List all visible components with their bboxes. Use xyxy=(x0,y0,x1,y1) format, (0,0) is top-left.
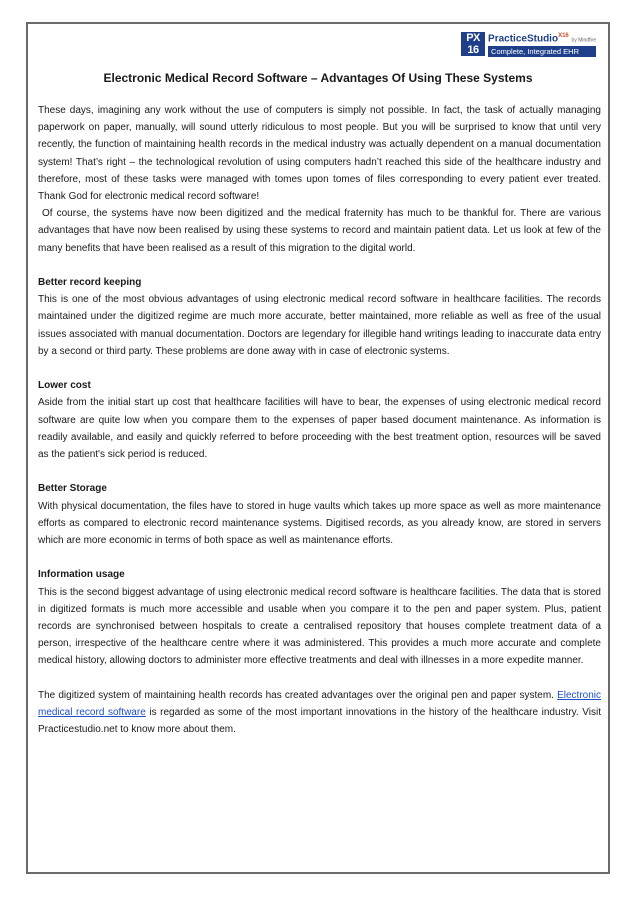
intro-paragraph-2: Of course, the systems have now been digitized and the medical fraternity has much to be thankful for. There are various advantages that have now been realised by using these systems to record and maintain patient data. Let us look at few of the many benefits that have been realised as a result of this migration to the digital world. xyxy=(38,208,604,254)
document-page xyxy=(26,22,610,874)
section-body-information-usage: This is the second biggest advantage of using electronic medical record software is healthcare facilities. The data that is stored in digitized formats is much more accessible and usable when you compare it to the pen and paper system. Plus, patient records are synchronised between hospitals to create a centralised repository that houses complete treatment data of a person, irrespective of the healthcare centre where it was administered. This provides a much more accurate and complete medical history, allowing doctors to administer more effective treatments and deal with illnesses in a more expedite manner. xyxy=(38,586,601,667)
section-heading-lower-cost: Lower cost xyxy=(38,380,91,392)
closing-paragraph: The digitized system of maintaining health records has created advantages over the original pen and paper system. Electronic medical record software is regarded as some of the most important innovations in the history of the healthcare industry. Visit Practicestudio.net to know more about them. xyxy=(38,689,601,736)
document-body xyxy=(38,102,604,738)
section-body-lower-cost: Aside from the initial start up cost that healthcare facilities will have to bear, the expenses of using electronic medical record software are quite low when you compare them to the expenses of paper based document maintenance. As information is readily available, and easily and quickly referred to before proceeding with the best treatment option, resources will be saved as the patient's sick period is reduced. xyxy=(38,397,601,461)
intro-paragraph-1: These days, imagining any work without the use of computers is simply not possible. In fact, the task of actually managing paperwork on paper, manually, will sound utterly ridiculous to most people. But you will be surprised to know that until very recently, the function of maintaining health records in the medical industry was actually dependent on a manual documentation system! That’s right – the technological revolution of using computers hadn’t reached this side of the healthcare industry and therefore, most of these tasks were managed with tomes upon tomes of files corresponding to every patient ever treated. Thank God for electronic medical record software! xyxy=(38,105,601,203)
section-heading-storage: Better Storage xyxy=(38,483,107,495)
document-title: Electronic Medical Record Software – Advantages Of Using These Systems xyxy=(103,71,533,85)
section-heading-information-usage: Information usage xyxy=(38,569,125,581)
logo-mark: PX 16 xyxy=(461,32,485,56)
logo-name: PracticeStudio xyxy=(488,33,559,45)
logo-tagline: Complete, Integrated EHR xyxy=(488,46,596,57)
section-body-storage: With physical documentation, the files have to stored in huge vaults which takes up more space as well as more maintenance efforts as compared to electronic record maintenance systems. Digitised records, as you already know, are stored in servers which are more economic in terms of both space as well as maintenance efforts. xyxy=(38,500,601,547)
emr-software-link[interactable]: Electronic medical record software xyxy=(38,689,601,719)
logo-by: by Mindfire xyxy=(571,37,596,44)
section-heading-record-keeping: Better record keeping xyxy=(38,277,142,289)
practicestudio-logo xyxy=(461,31,596,57)
section-body-record-keeping: This is one of the most obvious advantages of using electronic medical record software in healthcare facilities. The records maintained under the digitized regime are much more accurate, better maintained, more reliable as well as free of the usual issues associated with manual documentation. Doctors are legendary for illegible hand writings leading to inaccurate data entry by a second or third party. These problems are done away with in case of electronic systems. xyxy=(38,294,601,357)
logo-version: X16 xyxy=(558,33,569,39)
